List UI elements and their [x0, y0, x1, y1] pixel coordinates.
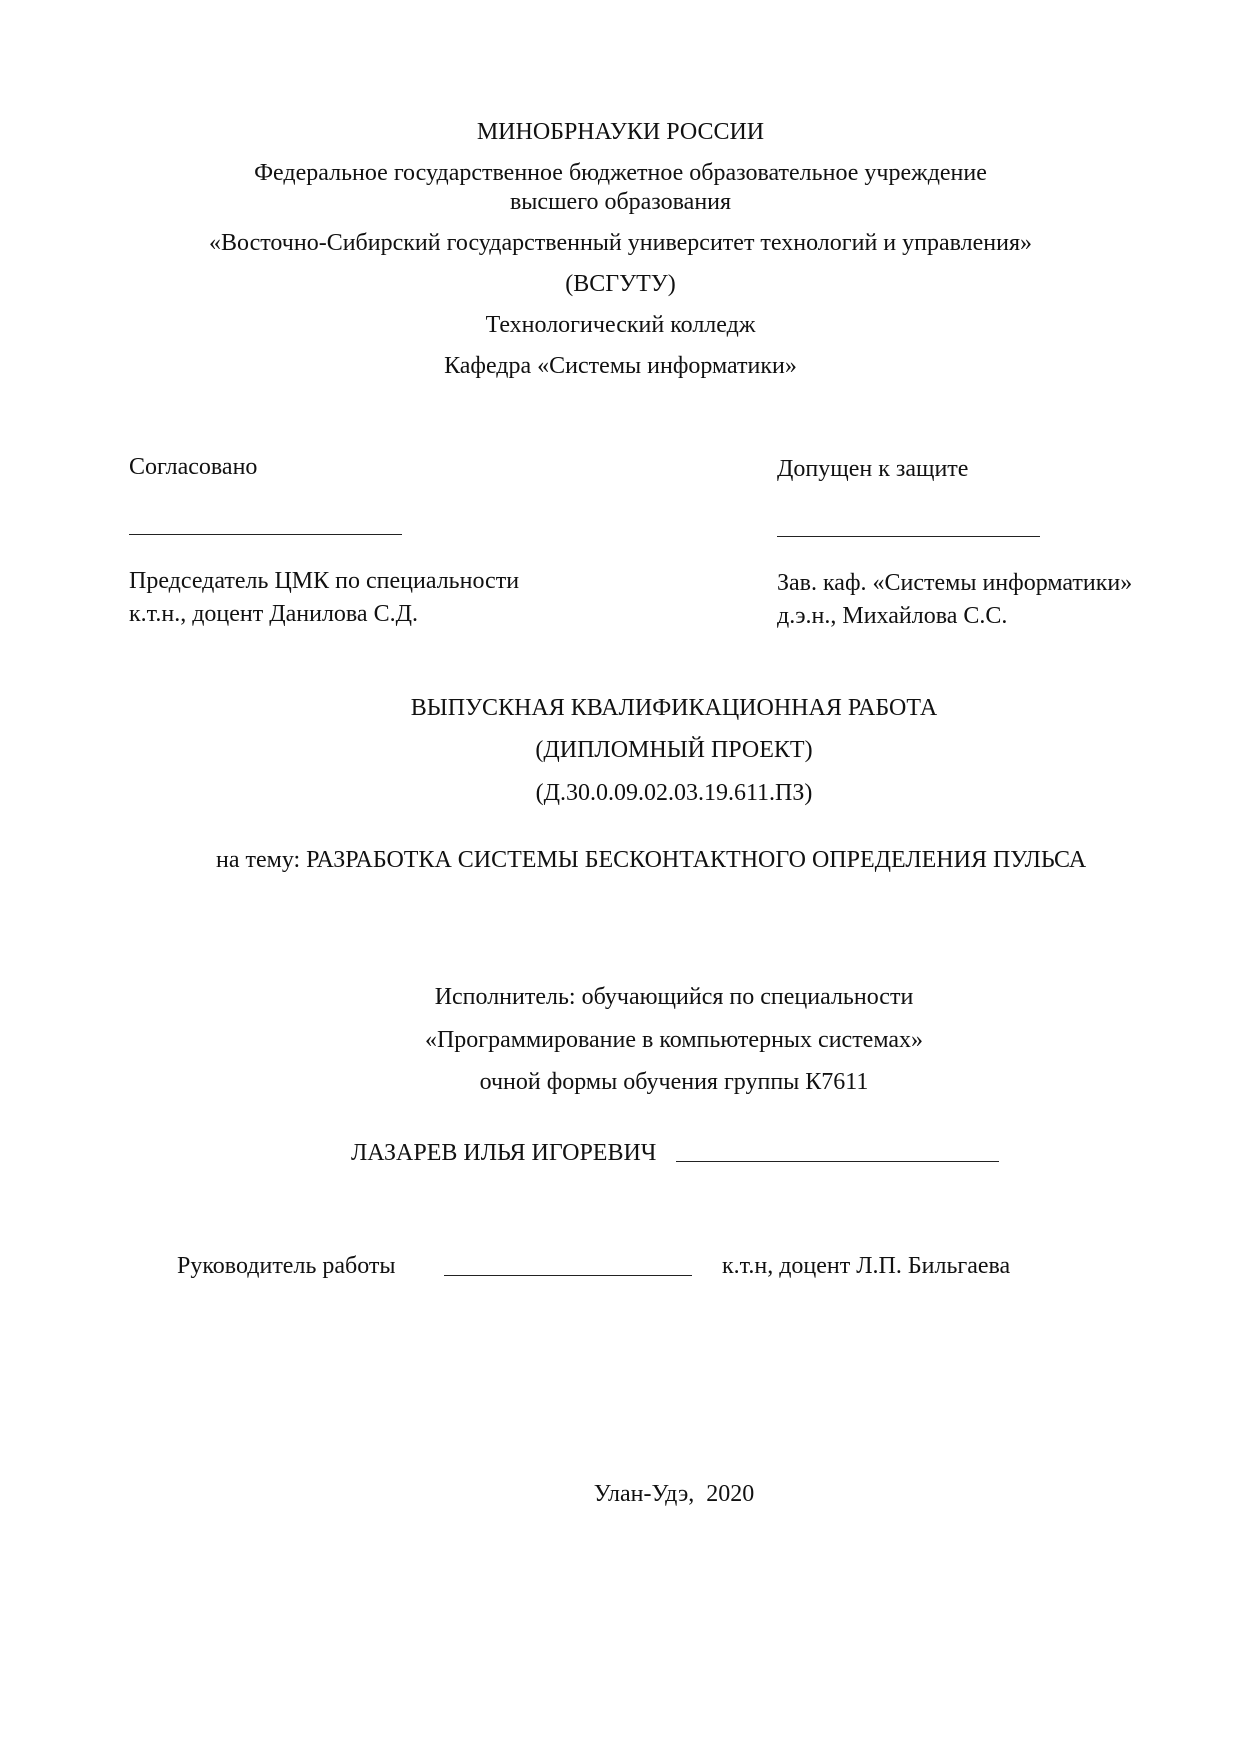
approved-name: к.т.н., доцент Данилова С.Д.	[129, 601, 418, 627]
executor-line-1: Исполнитель: обучающийся по специальности	[434, 984, 914, 1010]
institution-type-line-2: высшего образования	[509, 189, 732, 215]
work-topic: на тему: РАЗРАБОТКА СИСТЕМЫ БЕСКОНТАКТНОГО ОПРЕДЕЛЕНИЯ ПУЛЬСА	[216, 847, 1087, 873]
student-signature-line	[676, 1161, 999, 1162]
admitted-heading: Допущен к защите	[777, 456, 969, 482]
admitted-role: Зав. каф. «Системы информатики»	[777, 570, 1133, 596]
approved-heading: Согласовано	[129, 454, 258, 480]
executor-line-2: «Программирование в компьютерных системах»	[424, 1027, 924, 1053]
student-name: ЛАЗАРЕВ ИЛЬЯ ИГОРЕВИЧ	[351, 1140, 657, 1166]
supervisor-name: к.т.н, доцент Л.П. Бильгаева	[722, 1253, 1011, 1279]
supervisor-label: Руководитель работы	[177, 1253, 396, 1279]
university-abbreviation: (ВСГУТУ)	[565, 271, 676, 297]
supervisor-signature-line	[444, 1275, 692, 1276]
executor-line-3: очной формы обучения группы К7611	[479, 1069, 869, 1095]
city-year: Улан-Удэ, 2020	[593, 1481, 755, 1507]
college-name: Технологический колледж	[485, 312, 756, 338]
approved-role: Председатель ЦМК по специальности	[129, 568, 520, 594]
work-type: ВЫПУСКНАЯ КВАЛИФИКАЦИОННАЯ РАБОТА	[410, 695, 938, 721]
work-subtype: (ДИПЛОМНЫЙ ПРОЕКТ)	[535, 737, 813, 763]
university-name: «Восточно-Сибирский государственный университет технологий и управления»	[208, 230, 1033, 256]
admitted-signature-line	[777, 536, 1040, 537]
approved-signature-line	[129, 534, 402, 535]
department-name: Кафедра «Системы информатики»	[444, 353, 797, 379]
ministry-line: МИНОБРНАУКИ РОССИИ	[476, 119, 765, 145]
work-code: (Д.30.0.09.02.03.19.611.ПЗ)	[535, 780, 813, 806]
institution-type-line-1: Федеральное государственное бюджетное образовательное учреждение	[254, 160, 987, 186]
admitted-name: д.э.н., Михайлова С.С.	[777, 603, 1008, 629]
